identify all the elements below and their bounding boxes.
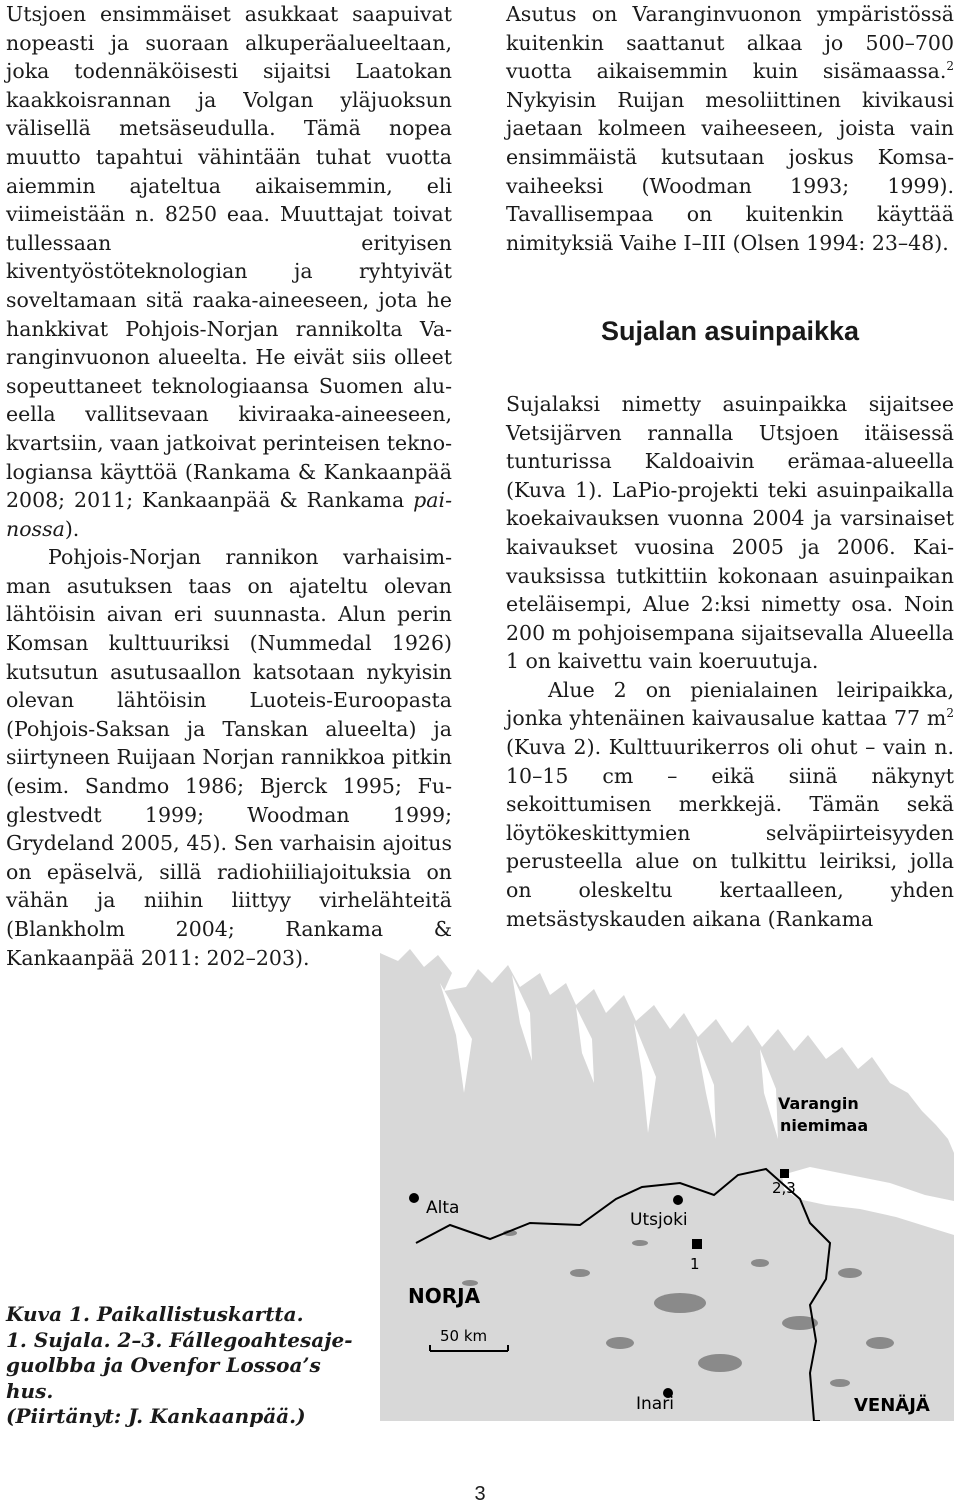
section-heading: Sujalan asuinpaikka <box>600 316 860 347</box>
caption-line: 1. Sujala. 2–3. Fállegoahtesaje- <box>6 1327 353 1352</box>
page-number: 3 <box>474 1483 486 1505</box>
peninsula-label-line2: niemimaa <box>780 1116 869 1135</box>
alta-label: Alta <box>426 1198 460 1218</box>
right-text-column <box>506 0 954 933</box>
site-1-label: 1 <box>690 1255 700 1273</box>
superscript: 2 <box>946 706 954 721</box>
peninsula-label-line1: Varangin <box>778 1094 859 1113</box>
site-2-3-label: 2,3 <box>772 1179 796 1197</box>
utsjoki-marker <box>673 1195 683 1205</box>
caption-line: (Piirtänyt: J. Kankaanpää.) <box>6 1404 306 1428</box>
site-2-3-marker <box>780 1169 789 1178</box>
utsjoki-label: Utsjoki <box>630 1210 688 1230</box>
paragraph: Utsjoen ensimmäiset asukkaat saapuivat nopeasti ja suoraan alkuperäalueeltaan, joka todennäköisesti sijaitsi Laatokan kaakkoisrannan ja Volgan yläjuoksun välisellä metsäseudulla. Tämä nopea muutto tapahtui vähintään tuhat vuotta aiemmin ajateltua aikaisemmin, eli viimeistään n. 8250 eaa. Muuttajat toivat tullessaan erityisen kiventyöstöteknologian ja ryhtyivät soveltamaan sitä raaka-aineeseen, jota he hankkivat Pohjois-Norjan rannikolta Varanginvuonon alueelta. He eivät siis olleet sopeuttaneet teknologiaansa Suomen alueella vallitsevaan kiviraaka-aineeseen, kvartsiin, vaan jatkoivat perinteisen teknologiansa käyttöä (Rankama & Kankaanpää 2008; 2011; Kankaanpää & Rankama painossa). <box>6 2 452 541</box>
location-map <box>380 943 954 1421</box>
paragraph: Pohjois-Norjan rannikon varhaisimman asutuksen taas on ajateltu olevan lähtöisin aivan eri suunnasta. Alun perin Komsan kulttuuriksi (Nummedal 1926) kutsutun asutusaallon katsotaan nykyisin olevan lähtöisin Luoteis-Euroopasta (Pohjois-Saksan ja Tanskan alueelta) ja siirtyneen Ruijaan Norjan rannikkoa pitkin (esim. Sandmo 1986; Bjerck 1995; Fuglestvedt 1999; Woodman 1999; Grydeland 2005, 45). Sen varhaisin ajoitus on epäselvä, sillä radiohiiliajoituksia on vähän ja niihin liittyy virhelähteitä (Blankholm 2004; Rankama & Kankaanpää 2011: 202–203). <box>6 545 452 970</box>
italic-text: painossa <box>6 488 452 541</box>
russia-label: VENÄJÄ <box>854 1395 930 1416</box>
paragraph: Alue 2 on pienialainen leiripaikka, jonka yhtenäinen kaivausalue kattaa 77 $m^2$ (Kuva 2). Kulttuurikerros oli ohut – vain n. 10–15 cm – eikä siinä näkynyt sekoittumisen merkkejä. Tämän sekä löytökeskittymien selväpiirteisyyden perusteella alue on tulkittu leiriksi, jolla on oleskeltu kertaalleen, yhden metsästyskauden aikana (Rankama <box>506 677 954 931</box>
site-1-marker <box>692 1239 702 1249</box>
alta-marker <box>409 1193 419 1203</box>
inari-label: Inari <box>636 1394 674 1414</box>
scale-label: 50 km <box>440 1327 488 1345</box>
caption-line: Kuva 1. Paikallistuskartta. <box>6 1302 304 1326</box>
left-text-column <box>6 0 452 972</box>
fjord-label: Varanginvuono <box>825 1173 939 1219</box>
norway-label: NORJA <box>408 1284 481 1308</box>
paragraph: Asutus on Varanginvuonon ympäristössä kuitenkin saattanut alkaa jo 500–700 vuotta aikaisemmin kuin sisämaassa.$^2$ Nykyisin Ruijan mesoliittinen kivikausi jaetaan kolmeen vaiheeseen, joista vain ensimmäistä kutsutaan joskus Komsa-vaiheeksi (Woodman 1993; 1999). Tavallisempaa on kuitenkin käyttää nimityksiä Vaihe I–III (Olsen 1994: 23–48). <box>506 2 954 255</box>
paragraph: Sujalaksi nimetty asuinpaikka sijaitsee Vetsijärven rannalla Utsjoen itäisessä tunturissa Kaldoaivin erämaa-alueella (Kuva 1). LaPio-projekti teki asuinpaikalla koekaivauksen vuonna 2004 ja varsinaiset kaivaukset vuosina 2005 ja 2006. Kaivauksissa tutkittiin kokonaan asuinpaikan eteläisempi, Alue 2:ksi nimetty osa. Noin 200 m pohjoisempana sijaitsevalla Alueella 1 on kaivettu vain koeruutuja. <box>506 391 954 674</box>
caption-line: guolbba ja Ovenfor Lossoa’s hus. <box>6 1353 321 1403</box>
figure-caption <box>6 1302 366 1430</box>
footnote-marker[interactable]: 2 <box>946 59 954 74</box>
